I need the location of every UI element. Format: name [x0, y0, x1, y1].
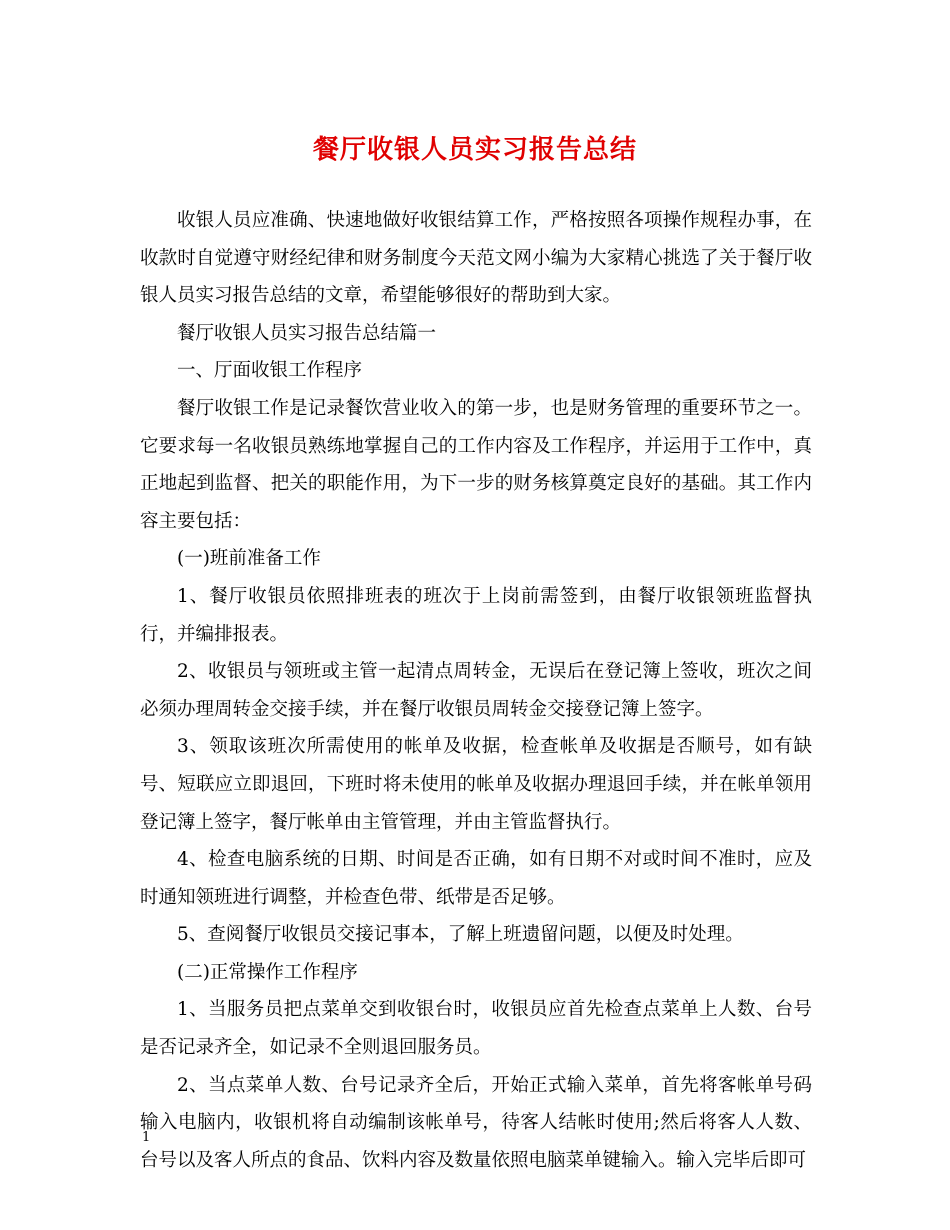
paragraph: (二)正常操作工作程序 [177, 961, 358, 983]
paragraph: 5、查阅餐厅收银员交接记事本，了解上班遗留问题，以便及时处理。 [177, 924, 744, 946]
paragraph: 餐厅收银人员实习报告总结篇一 [177, 322, 437, 344]
paragraph: 4、检查电脑系统的日期、时间是否正确，如有日期不对或时间不准时，应及时通知领班进行调整，并检查色带、纸带是否足够。 [140, 849, 812, 908]
document-body [140, 202, 812, 1179]
paragraph: 1、当服务员把点菜单交到收银台时，收银员应首先检查点菜单上人数、台号是否记录齐全，如记录不全则退回服务员。 [140, 999, 812, 1059]
paragraph: 收银人员应准确、快速地做好收银结算工作，严格按照各项操作规程办事，在收款时自觉遵守财经纪律和财务制度今天范文网小编为大家精心挑选了关于餐厅收银人员实习报告总结的文章，希望能够很好的帮助到大家。 [140, 210, 812, 307]
paragraph: 一、厅面收银工作程序 [177, 360, 363, 382]
document-title: 餐厅收银人员实习报告总结 [312, 135, 637, 165]
paragraph: (一)班前准备工作 [177, 548, 321, 570]
paragraph: 2、收银员与领班或主管一起清点周转金，无误后在登记簿上签收，班次之间必须办理周转金交接手续，并在餐厅收银员周转金交接登记簿上签字。 [140, 661, 812, 720]
paragraph: 餐厅收银工作是记录餐饮营业收入的第一步，也是财务管理的重要环节之一。它要求每一名收银员熟练地掌握自己的工作内容及工作程序，并运用于工作中，真正地起到监督、把关的职能作用，为下一步的财务核算奠定良好的基础。其工作内容主要包括： [140, 397, 812, 532]
paragraph: 2、当点菜单人数、台号记录齐全后，开始正式输入菜单，首先将客帐单号码输入电脑内，收银机将自动编制该帐单号，待客人结帐时使用;然后将客人人数、台号以及客人所点的食品、饮料内容及数量依照电脑菜单键输入。输入完毕后即可 [140, 1074, 812, 1171]
paragraph: 3、领取该班次所需使用的帐单及收据，检查帐单及收据是否顺号，如有缺号、短联应立即退回，下班时将未使用的帐单及收据办理退回手续，并在帐单领用登记簿上签字，餐厅帐单由主管管理，并由主管监督执行。 [140, 736, 812, 833]
paragraph: 1、餐厅收银员依照排班表的班次于上岗前需签到，由餐厅收银领班监督执行，并编排报表。 [140, 585, 812, 645]
page-number: 1 [142, 1130, 151, 1145]
